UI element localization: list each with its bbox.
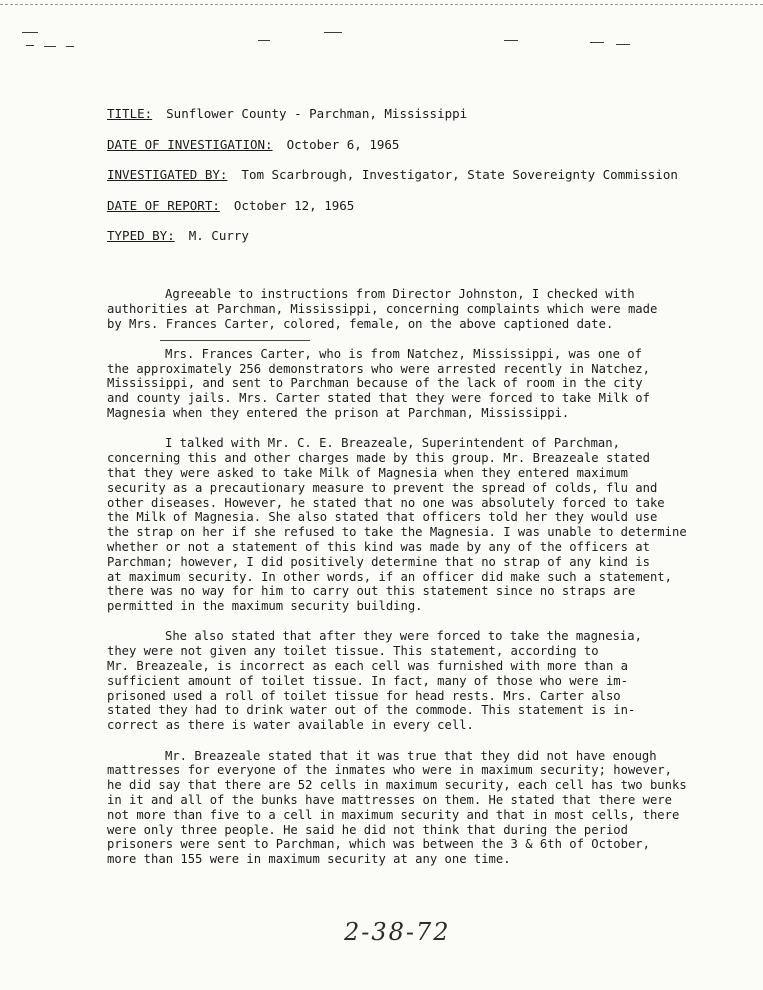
paragraph-line: and county jails. Mrs. Carter stated that they were forced to take Milk of: [107, 391, 650, 406]
paragraph-line: Parchman; however, I did positively determine that no strap of any kind is: [107, 554, 650, 569]
paragraph-line: security as a precautionary measure to prevent the spread of colds, flu and: [107, 480, 658, 495]
body-paragraph: [107, 287, 707, 331]
paragraph-line: at maximum security. In other words, if an officer did make such a statement,: [107, 569, 672, 584]
report-date-row: [107, 198, 727, 229]
investigation-date-value: October 6, 1965: [286, 136, 400, 152]
body-paragraph: [107, 629, 707, 733]
paragraph-line: Mr. Breazeale stated that it was true that they did not have enough: [165, 748, 657, 763]
report-date-value: October 12, 1965: [233, 197, 355, 213]
paragraph-line: not more than five to a cell in maximum security and that in most cells, there: [107, 807, 680, 822]
paragraph-line: authorities at Parchman, Mississippi, concerning complaints which were made: [107, 301, 658, 316]
paragraph-line: correct as there is water available in every cell.: [107, 718, 474, 733]
handwritten-file-number: 2-38-72: [344, 918, 451, 946]
paragraph-line: mattresses for everyone of the inmates who were in maximum security; however,: [107, 763, 672, 778]
paragraph-line: were only three people. He said he did not think that during the period: [107, 822, 628, 837]
investigation-date-row: [107, 137, 727, 168]
body-paragraph: [107, 749, 707, 867]
paragraph-line: that they were asked to take Milk of Magnesia when they entered maximum: [107, 465, 628, 480]
typed-by-label: TYPED BY:: [107, 228, 175, 243]
paragraph-line: the strap on her if she refused to take the Magnesia. I was unable to determine: [107, 525, 687, 540]
paragraph-line: sufficient amount of toilet tissue. In fact, many of those who were im-: [107, 673, 628, 688]
paragraph-line: concerning this and other charges made by this group. Mr. Breazeale stated: [107, 451, 650, 466]
paragraph-line: other diseases. However, he stated that no one was absolutely forced to take: [107, 495, 665, 510]
body-paragraph: [107, 436, 707, 614]
paragraph-line: there was no way for him to carry out this statement since no straps are: [107, 584, 636, 599]
scan-mark: [26, 45, 34, 46]
investigation-date-label: DATE OF INVESTIGATION:: [107, 136, 273, 152]
typed-by-row: [107, 228, 727, 259]
title-row: [107, 106, 727, 137]
paragraph-line: She also stated that after they were forced to take the magnesia,: [165, 629, 642, 644]
paragraph-line: the Milk of Magnesia. She also stated that officers told her they would use: [107, 510, 658, 525]
paragraph-line: by Mrs. Frances Carter, colored, female, on the above captioned date.: [107, 316, 614, 331]
paragraph-line: in it and all of the bunks have mattresses on them. He stated that there were: [107, 792, 672, 807]
paragraph-line: Magnesia when they entered the prison at Parchman, Mississippi.: [107, 406, 570, 421]
scan-mark: [504, 40, 518, 41]
paragraph-line: prisoners were sent to Parchman, which was between the 3 & 6th of October,: [107, 837, 650, 852]
paragraph-line: they were not given any toilet tissue. This statement, according to: [107, 644, 599, 659]
paragraph-line: more than 155 were in maximum security at any one time.: [107, 852, 511, 867]
scan-mark: [22, 32, 38, 33]
scan-mark: [590, 42, 604, 43]
scan-mark: [44, 46, 56, 47]
report-header: [107, 106, 727, 259]
paragraph-line: prisoned used a roll of toilet tissue for head rests. Mrs. Carter also: [107, 688, 621, 703]
investigator-value: Tom Scarbrough, Investigator, State Sovereignty Commission: [241, 167, 678, 182]
report-date-label: DATE OF REPORT:: [107, 197, 220, 213]
body-paragraph: [107, 347, 707, 421]
scan-mark: [324, 32, 342, 33]
scan-mark: [616, 44, 630, 45]
paragraph-line: whether or not a statement of this kind was made by any of the officers at: [107, 539, 650, 554]
paragraph-line: Mississippi, and sent to Parchman because of the lack of room in the city: [107, 376, 643, 391]
paragraph-line: Agreeable to instructions from Director Johnston, I checked with: [165, 287, 635, 301]
report-body: [107, 287, 707, 882]
paragraph-line: he did say that there are 52 cells in maximum security, each cell has two bunks: [107, 778, 687, 793]
top-dashed-edge: [0, 4, 763, 5]
paragraph-line: the approximately 256 demonstrators who were arrested recently in Natchez,: [107, 361, 650, 376]
paragraph-line: Mrs. Frances Carter, who is from Natchez, Mississippi, was one of: [165, 346, 642, 361]
paragraph-line: I talked with Mr. C. E. Breazeale, Superintendent of Parchman,: [165, 436, 620, 451]
typed-by-value: M. Curry: [188, 228, 249, 243]
investigator-row: [107, 167, 727, 198]
scan-mark: [66, 46, 74, 47]
paragraph-line: Mr. Breazeale, is incorrect as each cell was furnished with more than a: [107, 659, 628, 674]
investigator-label: INVESTIGATED BY:: [107, 167, 228, 182]
title-value: Sunflower County - Parchman, Mississippi: [166, 106, 468, 121]
scan-mark: [258, 40, 270, 41]
paragraph-line: permitted in the maximum security building.: [107, 599, 423, 614]
title-label: TITLE:: [107, 106, 153, 121]
paragraph-line: stated they had to drink water out of the commode. This statement is in-: [107, 703, 636, 718]
